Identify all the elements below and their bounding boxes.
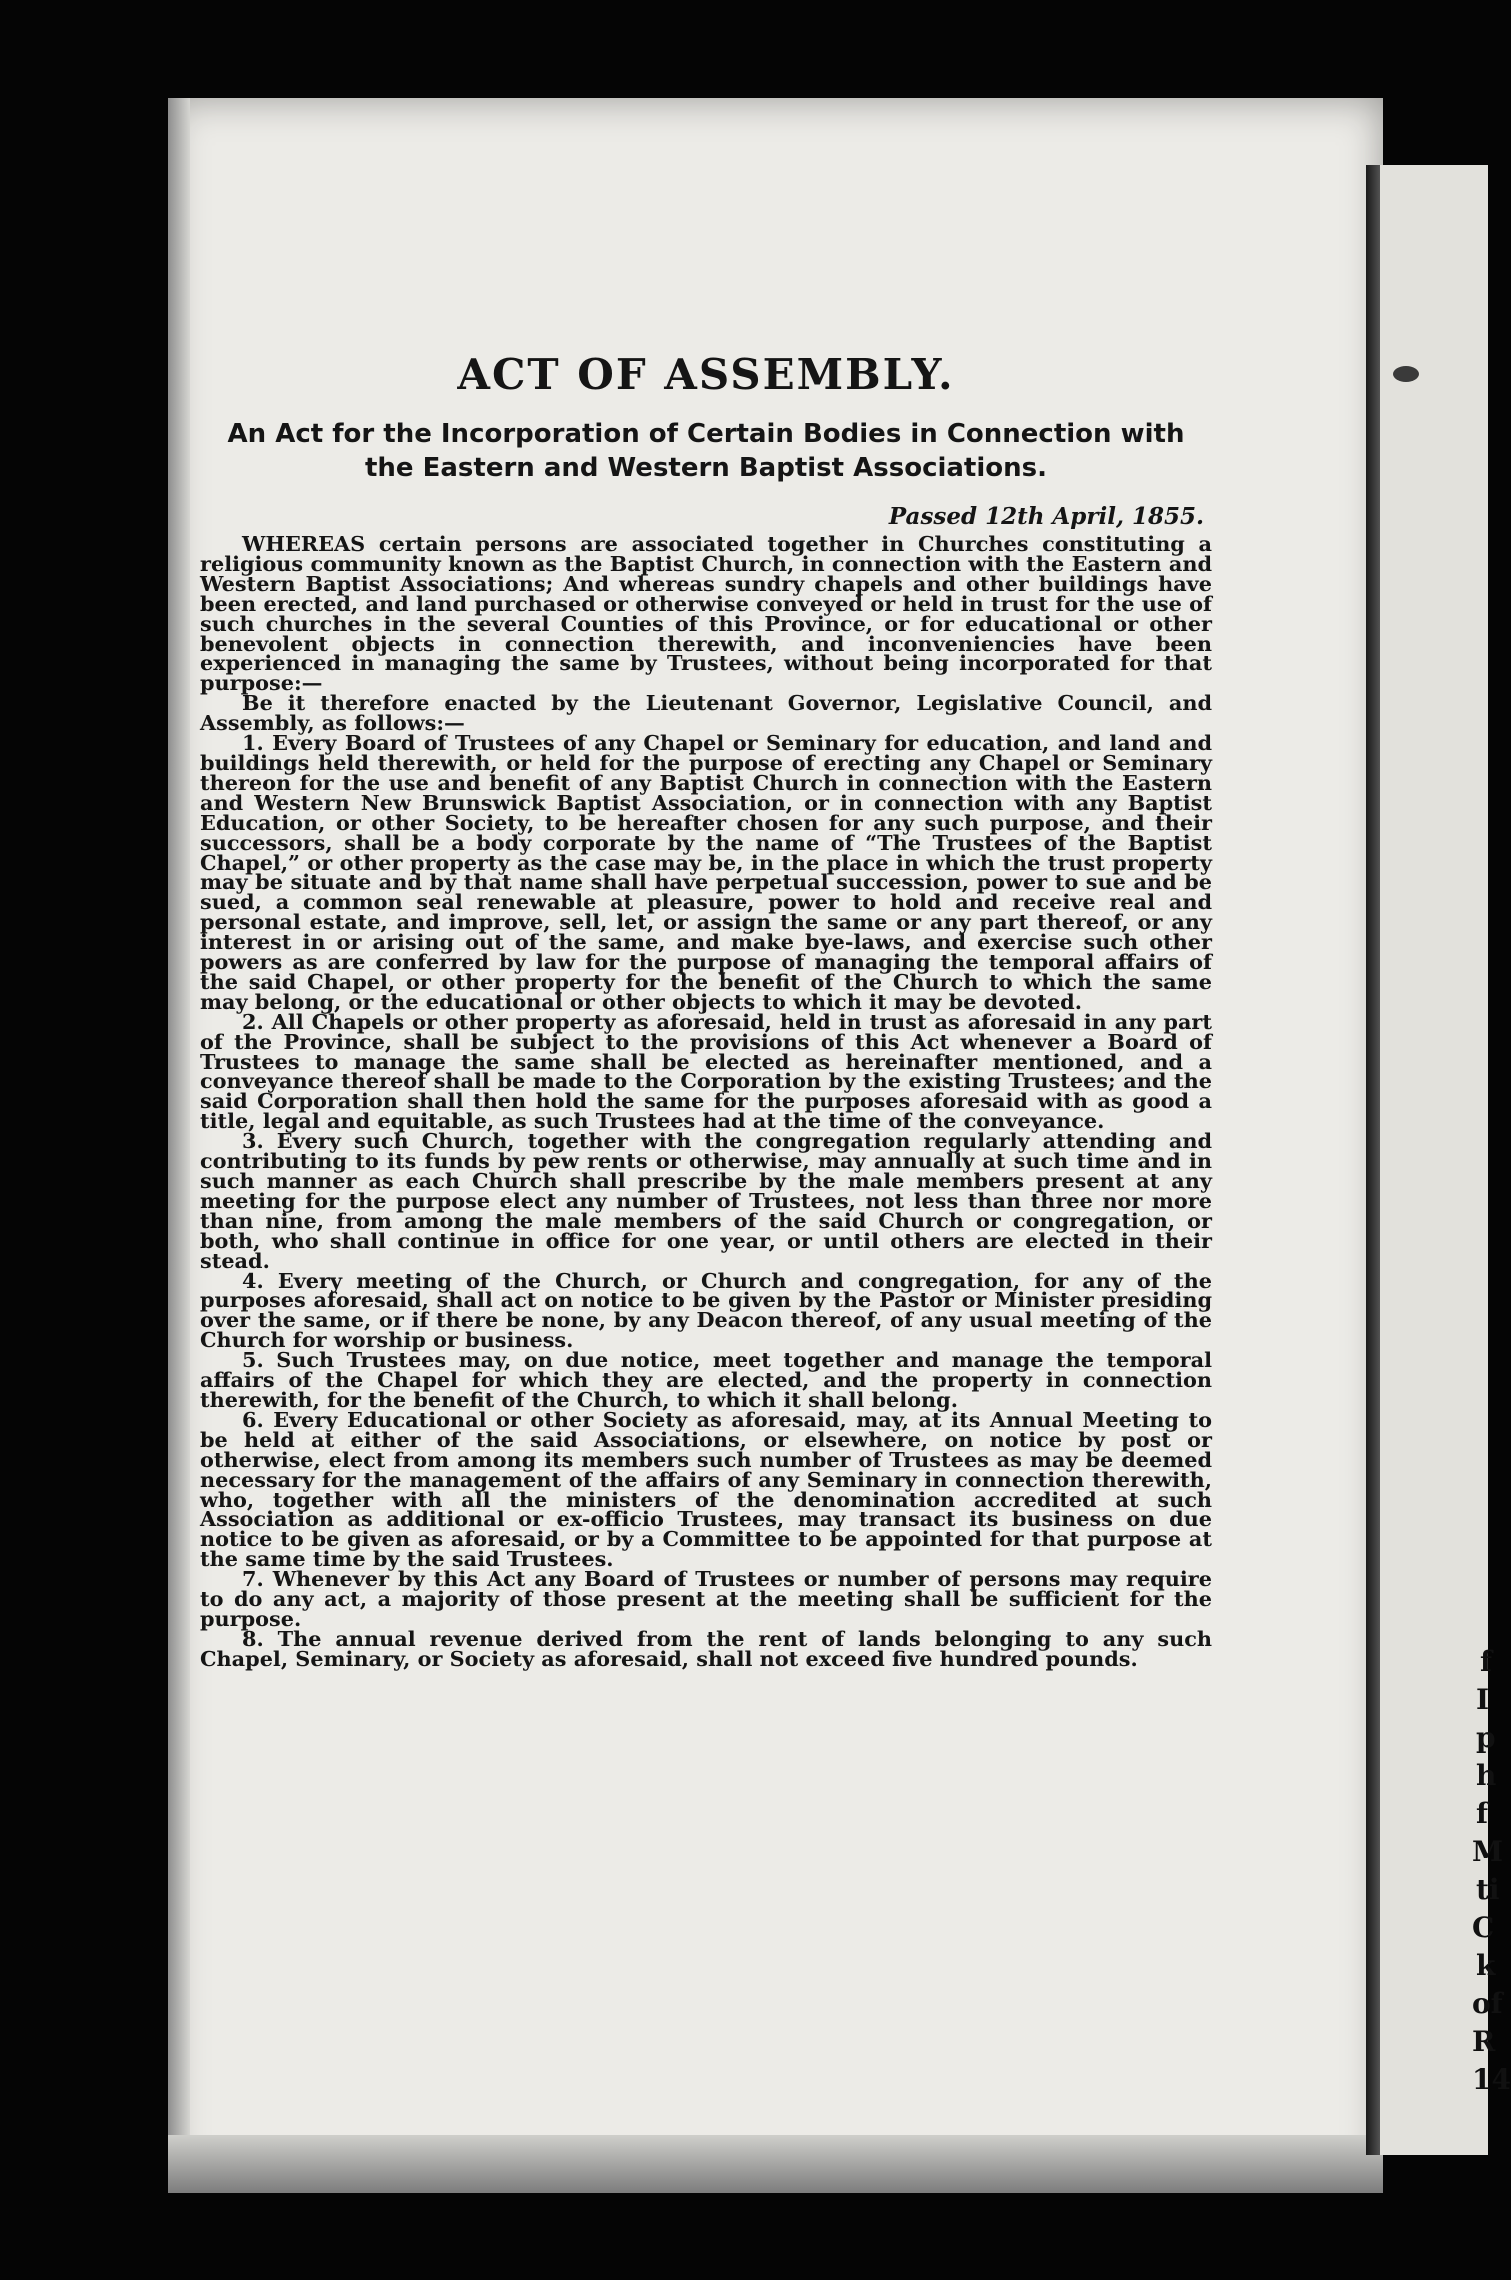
enacting-clause: Be it therefore enacted by the Lieutenant Governor, Legislative Council, and Assembly, as follows:— <box>200 690 1212 736</box>
adjacent-fragment: k <box>1476 1949 1496 1982</box>
subtitle-line: An Act for the Incorporation of Certain Bodies in Connection with <box>227 419 1185 449</box>
section-2: 2. All Chapels or other property as aforesaid, held in trust as aforesaid in any part of the Province, shall be subject to the provisions of this Act whenever a Board of Trustees to manage the same shall be elected as hereinafter mentioned, and a conveyance thereof shall be made to the Corporation by the existing Trustees; and the said Corporation shall then hold the same for the purposes aforesaid with as good a title, legal and equitable, as such Trustees had at the time of the conveyance. <box>200 1008 1212 1134</box>
subtitle-line: the Eastern and Western Baptist Associations. <box>364 453 1048 483</box>
section-5: 5. Such Trustees may, on due notice, meet together and manage the temporal affairs of the Chapel for which they are elected, and the property in connection therewith, for the benefit of the Church, to which it shall belong. <box>200 1347 1212 1412</box>
section-4: 4. Every meeting of the Church, or Church and congregation, for any of the purposes aforesaid, shall act on notice to be given by the Pastor or Minister presiding over the same, or if there be none, by any Deacon thereof, of any usual meeting of the Church for worship or business. <box>200 1267 1212 1353</box>
adjacent-fragment: ti <box>1476 1873 1500 1906</box>
adjacent-page <box>1380 165 1511 2155</box>
document-subtitle <box>200 417 1212 485</box>
document-body <box>200 350 1212 1669</box>
adjacent-fragment: C <box>1472 1911 1495 1944</box>
adjacent-fragment: p <box>1476 1721 1496 1754</box>
ink-smudge <box>1393 366 1419 382</box>
adjacent-fragment: h <box>1476 1759 1497 1792</box>
adjacent-fragment: f <box>1480 1645 1493 1678</box>
section-3: 3. Every such Church, together with the congregation regularly attending and contributing to its funds by pew rents or otherwise, may annually at such time and in such manner as each Church shall prescribe by the male members present at any meeting for the purpose elect any number of Trustees, not less than three nor more than nine, from among the male members of the said Church or congregation, or both, who shall continue in office for one year, or until others are elected in their stead. <box>200 1128 1212 1273</box>
adjacent-fragment: I <box>1476 1683 1490 1716</box>
adjacent-fragment: 14 <box>1472 2063 1511 2096</box>
section-8: 8. The annual revenue derived from the rent of lands belonging to any such Chapel, Seminary, or Society as aforesaid, shall not exceed five hundred pounds. <box>200 1625 1212 1671</box>
section-7: 7. Whenever by this Act any Board of Trustees or number of persons may require to do any act, a majority of those present at the meeting shall be sufficient for the purpose. <box>200 1566 1212 1631</box>
document-title: ACT OF ASSEMBLY. <box>457 350 955 399</box>
section-1: 1. Every Board of Trustees of any Chapel or Seminary for education, and land and buildings held therewith, or held for the purpose of erecting any Chapel or Seminary thereon for the use and benefit of any Baptist Church in connection with the Eastern and Western New Brunswick Baptist Association, or in connection with any Baptist Education, or other Society, to be hereafter chosen for any such purpose, and their successors, shall be a body corporate by the name of “The Trustees of the Baptist Chapel,” or other property as the case may be, in the place in which the trust property may be situate and by that name shall have perpetual succession, power to sue and be sued, a common seal renewable at pleasure, power to hold and receive real and personal estate, and improve, sell, let, or assign the same or any part thereof, or any interest in or arising out of the same, and make bye-laws, and exercise such other powers as are conferred by law for the purpose of managing the temporal affairs of the said Chapel, or other property for the benefit of the Church to which the same may belong, or the educational or other objects to which it may be devoted. <box>200 730 1212 1014</box>
adjacent-fragment: R <box>1472 2025 1496 2058</box>
passed-date: Passed 12th April, 1855. <box>888 503 1204 530</box>
page-edge <box>168 98 190 2193</box>
page-bottom-edge <box>168 2135 1383 2193</box>
adjacent-fragment: f <box>1476 1797 1489 1830</box>
adjacent-fragment: M <box>1472 1835 1503 1868</box>
section-6: 6. Every Educational or other Society as aforesaid, may, at its Annual Meeting to be held at either of the said Associations, or elsewhere, on notice by post or otherwise, elect from among its members such number of Trustees as may be deemed necessary for the management of the affairs of any Seminary in connection therewith, who, together with all the ministers of the denomination accredited at such Association as additional or ex-officio Trustees, may transact its business on due notice to be given as aforesaid, or by a Committee to be appointed for that purpose at the same time by the said Trustees. <box>200 1406 1212 1572</box>
adjacent-fragment: of <box>1472 1987 1503 2020</box>
preamble-paragraph: WHEREAS certain persons are associated together in Churches constituting a religious community known as the Baptist Church, in connection with the Eastern and Western Baptist Associations; And whereas sundry chapels and other buildings have been erected, and land purchased or otherwise conveyed or held in trust for the use of such churches in the several Counties of this Province, or for educational or other benevolent objects in connection therewith, and inconveniencies have been experienced in managing the same by Trustees, without being incorporated for that purpose:— <box>200 531 1212 696</box>
